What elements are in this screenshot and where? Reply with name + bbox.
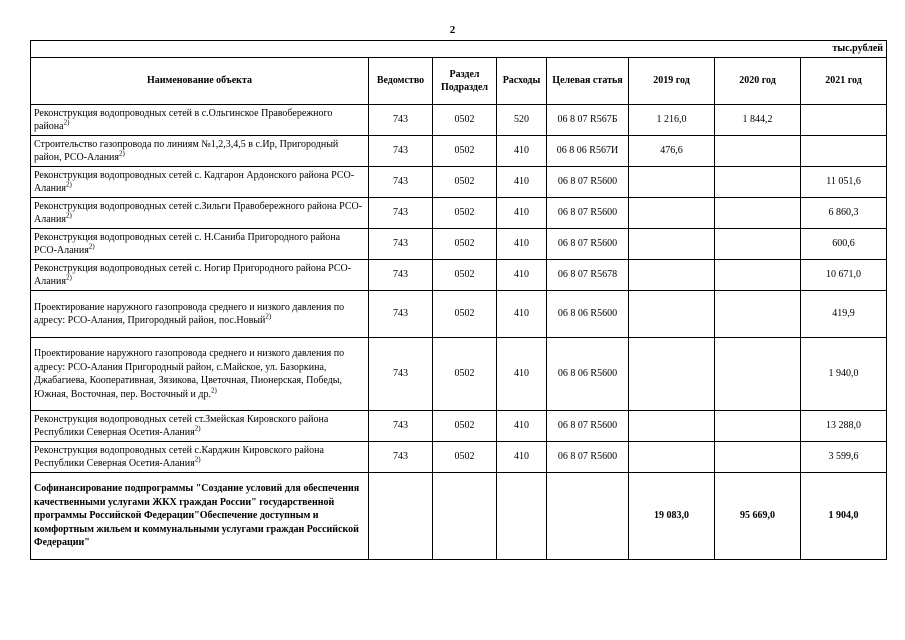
- object-name: Строительство газопровода по линиям №1,2,3,4,5 в с.Ир, Пригородный район, РСО-Алания$^{2)}$: [31, 136, 369, 167]
- total-2021: 1 904,0: [801, 473, 887, 560]
- object-name: Реконструкция водопроводных сетей с. Н.Саниба Пригородного района РСО-Алания$^{2)}$: [31, 229, 369, 260]
- cell-target: 06 8 07 R5600: [547, 442, 629, 473]
- footnote-mark: 2): [65, 211, 72, 220]
- cell-dept: 743: [369, 198, 433, 229]
- cell-section: 0502: [433, 260, 497, 291]
- header-2019: 2019 год: [629, 58, 715, 105]
- cell-section: 0502: [433, 105, 497, 136]
- cell-expense: 410: [497, 136, 547, 167]
- cell-expense: 410: [497, 229, 547, 260]
- cell-dept: 743: [369, 167, 433, 198]
- cell-dept: 743: [369, 411, 433, 442]
- cell-y2021: 3 599,6: [801, 442, 887, 473]
- unit-label: тыс.рублей: [31, 41, 887, 58]
- cell-y2019: 476,6: [629, 136, 715, 167]
- header-section: Раздел Подраздел: [433, 58, 497, 105]
- cell-dept: 743: [369, 260, 433, 291]
- cell-expense: 410: [497, 260, 547, 291]
- cell-expense: 410: [497, 338, 547, 411]
- object-name: Реконструкция водопроводных сетей с.Зильги Правобережного района РСО-Алания$^{2)}$: [31, 198, 369, 229]
- cell-y2020: [715, 229, 801, 260]
- table-row: [31, 105, 887, 136]
- object-name: Проектирование наружного газопровода среднего и низкого давления по адресу: РСО-Алания, Пригородный район, пос.Новый$^{2)}$: [31, 291, 369, 338]
- cell-y2021: 13 288,0: [801, 411, 887, 442]
- object-name: Реконструкция водопроводных сетей с. Кадгарон Ардонского района РСО-Алания$^{2)}$: [31, 167, 369, 198]
- cell-dept: 743: [369, 229, 433, 260]
- table-row: [31, 260, 887, 291]
- total-2020: 95 669,0: [715, 473, 801, 560]
- table-row: [31, 136, 887, 167]
- cell-y2020: [715, 198, 801, 229]
- cell-y2019: [629, 229, 715, 260]
- footnote-mark: 2): [65, 180, 72, 189]
- total-row: [31, 473, 887, 560]
- cell-y2019: 1 216,0: [629, 105, 715, 136]
- cell-y2020: [715, 338, 801, 411]
- cell-y2020: [715, 442, 801, 473]
- table-header: [31, 58, 887, 105]
- table-row: [31, 291, 887, 338]
- footnote-mark: 2): [65, 273, 72, 282]
- object-name: Реконструкция водопроводных сетей ст.Змейская Кировского района Республики Северная Осетия-Алания$^{2)}$: [31, 411, 369, 442]
- footnote-mark: 2): [63, 118, 70, 127]
- cell-y2020: [715, 291, 801, 338]
- cell-expense: 410: [497, 198, 547, 229]
- cell-target: 06 8 07 R5600: [547, 167, 629, 198]
- header-target: Целевая статья: [547, 58, 629, 105]
- header-dept: Ведомство: [369, 58, 433, 105]
- table-row: [31, 411, 887, 442]
- cell-expense: 520: [497, 105, 547, 136]
- cell-target: 06 8 07 R5600: [547, 229, 629, 260]
- footnote-mark: 2): [265, 312, 272, 321]
- table-row: [31, 229, 887, 260]
- header-2020: 2020 год: [715, 58, 801, 105]
- cell-y2019: [629, 198, 715, 229]
- cell-dept: 743: [369, 291, 433, 338]
- cell-y2020: 1 844,2: [715, 105, 801, 136]
- cell-y2020: [715, 136, 801, 167]
- cell-expense: 410: [497, 442, 547, 473]
- cell-target: 06 8 07 R5600: [547, 411, 629, 442]
- cell-section: 0502: [433, 167, 497, 198]
- table-row: [31, 198, 887, 229]
- cell-target: 06 8 07 R5600: [547, 198, 629, 229]
- cell-section: 0502: [433, 338, 497, 411]
- cell-y2021: 11 051,6: [801, 167, 887, 198]
- page-number: 2: [449, 24, 456, 36]
- table-row: [31, 338, 887, 411]
- footnote-mark: 2): [119, 149, 125, 158]
- cell-y2021: [801, 136, 887, 167]
- cell-y2021: 419,9: [801, 291, 887, 338]
- cell-y2021: 10 671,0: [801, 260, 887, 291]
- cell-expense: 410: [497, 291, 547, 338]
- cell-section: 0502: [433, 411, 497, 442]
- object-name: Реконструкция водопроводных сетей в с.Ольгинское Правобережного района$^{2)}$: [31, 105, 369, 136]
- footnote-mark: 2): [194, 424, 201, 433]
- cell-dept: 743: [369, 338, 433, 411]
- table-row: [31, 442, 887, 473]
- cell-y2019: [629, 411, 715, 442]
- cell-y2019: [629, 442, 715, 473]
- total-name: Софинансирование подпрограммы "Создание условий для обеспечения качественными услугами ЖКХ граждан России" государственной программы Российской Федерации"Обеспечение доступным и комфортным жильем и коммунальными услугами граждан Российской Федерации": [31, 473, 369, 560]
- cell-target: 06 8 07 R5678: [547, 260, 629, 291]
- header-2021: 2021 год: [801, 58, 887, 105]
- cell-y2020: [715, 167, 801, 198]
- cell-y2021: 600,6: [801, 229, 887, 260]
- cell-section: 0502: [433, 291, 497, 338]
- cell-section: 0502: [433, 442, 497, 473]
- object-name: Реконструкция водопроводных сетей с.Карджин Кировского района Республики Северная Осетия-Алания$^{2)}$: [31, 442, 369, 473]
- cell-target: 06 8 06 R567И: [547, 136, 629, 167]
- cell-expense: 410: [497, 167, 547, 198]
- cell-y2019: [629, 167, 715, 198]
- cell-y2021: 1 940,0: [801, 338, 887, 411]
- table-row: [31, 167, 887, 198]
- cell-target: 06 8 06 R5600: [547, 338, 629, 411]
- budget-table: [30, 40, 887, 560]
- cell-target: 06 8 06 R5600: [547, 291, 629, 338]
- cell-section: 0502: [433, 229, 497, 260]
- cell-dept: 743: [369, 136, 433, 167]
- cell-y2020: [715, 411, 801, 442]
- header-expense: Расходы: [497, 58, 547, 105]
- header-name: Наименование объекта: [31, 58, 369, 105]
- cell-y2019: [629, 260, 715, 291]
- cell-target: 06 8 07 R567Б: [547, 105, 629, 136]
- total-2019: 19 083,0: [629, 473, 715, 560]
- cell-dept: 743: [369, 442, 433, 473]
- cell-section: 0502: [433, 136, 497, 167]
- cell-section: 0502: [433, 198, 497, 229]
- cell-expense: 410: [497, 411, 547, 442]
- footnote-mark: 2): [88, 242, 95, 251]
- footnote-mark: 2): [194, 455, 201, 464]
- cell-y2020: [715, 260, 801, 291]
- cell-y2021: 6 860,3: [801, 198, 887, 229]
- cell-dept: 743: [369, 105, 433, 136]
- object-name: Проектирование наружного газопровода среднего и низкого давления по адресу: РСО-Алания Пригородный район, с.Майское, ул. Базоркина, Джабагиева, Кооперативная, Зязикова, Цветочная, Пионерская, Победы, Южная, Восточная, пер. Восточный и др.$^{2)}$: [31, 338, 369, 411]
- cell-y2019: [629, 338, 715, 411]
- cell-y2021: [801, 105, 887, 136]
- cell-y2019: [629, 291, 715, 338]
- footnote-mark: 2): [210, 386, 217, 395]
- object-name: Реконструкция водопроводных сетей с. Ногир Пригородного района РСО-Алания$^{2)}$: [31, 260, 369, 291]
